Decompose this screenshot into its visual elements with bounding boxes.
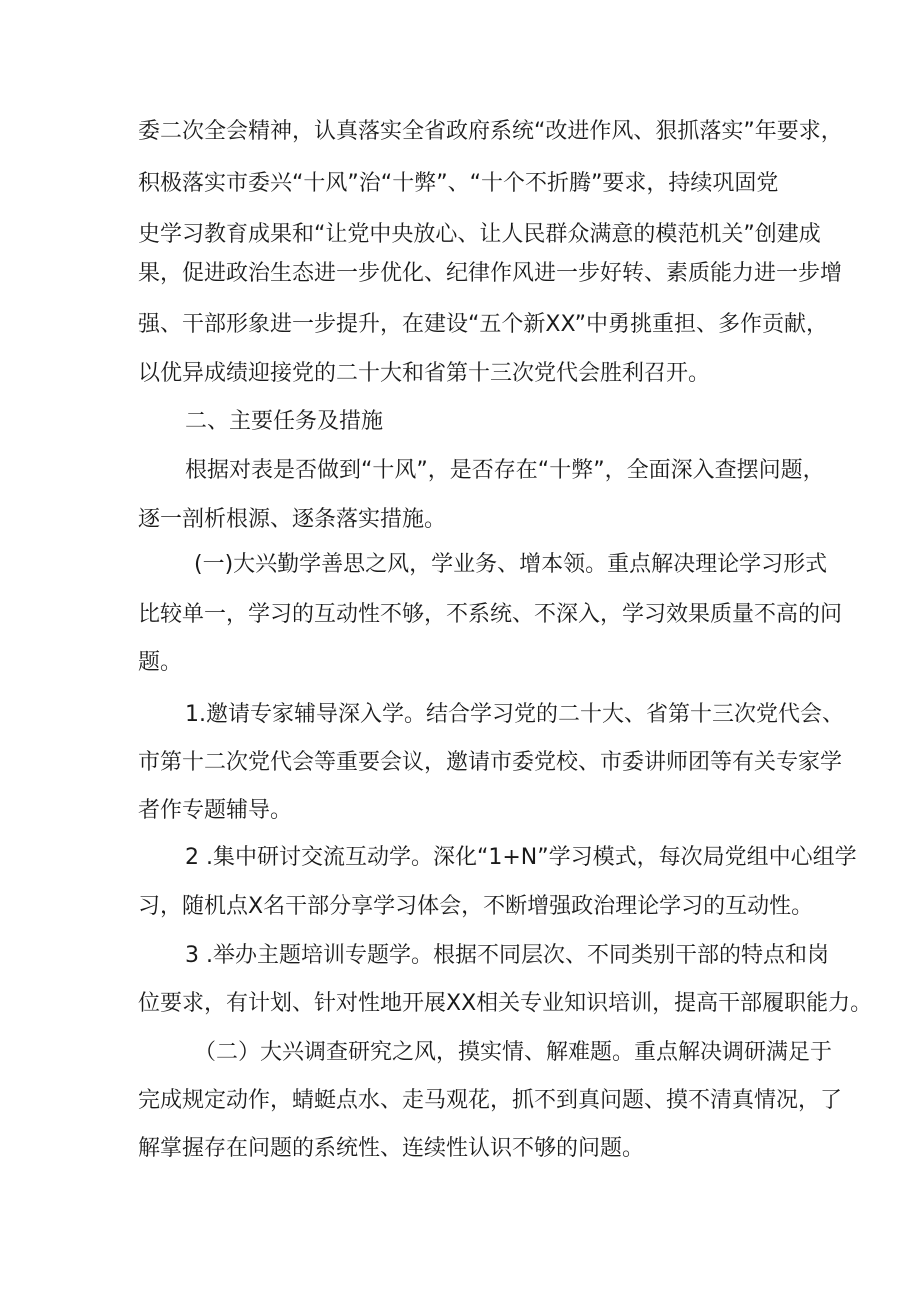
- paragraph-line: 积极落实市委兴“十风”治“十弊”、“十个不折腾”要求，持续巩固党: [138, 171, 779, 196]
- subsection-heading: （二）大兴调查研究之风，摸实情、解难题。重点解决调研满足于: [194, 1040, 833, 1065]
- paragraph-line: 逐一剖析根源、逐条落实措施。: [138, 507, 447, 532]
- paragraph-line: 比较单一，学习的互动性不够，不系统、不深入，学习效果质量不高的问: [138, 602, 843, 627]
- paragraph-line: 解掌握存在问题的系统性、连续性认识不够的问题。: [138, 1136, 645, 1161]
- paragraph-line: 史学习教育成果和“让党中央放心、让人民群众满意的模范机关”创建成: [138, 222, 821, 247]
- list-item-3: 3 .举办主题培训专题学。根据不同层次、不同类别干部的特点和岗: [185, 943, 829, 968]
- paragraph-line: 题。: [138, 650, 183, 675]
- subsection-heading: (一)大兴勤学善思之风，学业务、增本领。重点解决理论学习形式: [194, 552, 828, 577]
- list-item-1: 1.邀请专家辅导深入学。结合学习党的二十大、省第十三次党代会、: [185, 702, 844, 727]
- paragraph-line: 者作专题辅导。: [138, 798, 293, 823]
- paragraph-line: 根据对表是否做到“十风”，是否存在“十弊”，全面深入查摆问题，: [185, 458, 825, 483]
- paragraph-line: 委二次全会精神，认真落实全省政府系统“改进作风、狠抓落实”年要求，: [138, 119, 843, 144]
- paragraph-line: 果，促进政治生态进一步优化、纪律作风进一步好转、素质能力进一步增: [138, 261, 843, 286]
- paragraph-line: 完成规定动作，蜻蜓点水、走马观花，抓不到真问题、摸不清真情况，了: [138, 1088, 843, 1113]
- paragraph-line: 强、干部形象进一步提升，在建设“五个新XX”中勇挑重担、多作贡献，: [138, 312, 829, 337]
- paragraph-line: 习，随机点X名干部分享学习体会，不断增强政治理论学习的互动性。: [138, 894, 814, 919]
- paragraph-line: 以优异成绩迎接党的二十大和省第十三次党代会胜利召开。: [138, 361, 711, 386]
- paragraph-line: 位要求，有计划、针对性地开展XX相关专业知识培训，提高干部履职能力。: [138, 991, 873, 1016]
- list-item-2: 2 .集中研讨交流互动学。深化“1+N”学习模式，每次局党组中心组学: [185, 845, 857, 870]
- section-heading: 二、主要任务及措施: [185, 409, 384, 434]
- paragraph-line: 市第十二次党代会等重要会议，邀请市委党校、市委讲师团等有关专家学: [138, 750, 843, 775]
